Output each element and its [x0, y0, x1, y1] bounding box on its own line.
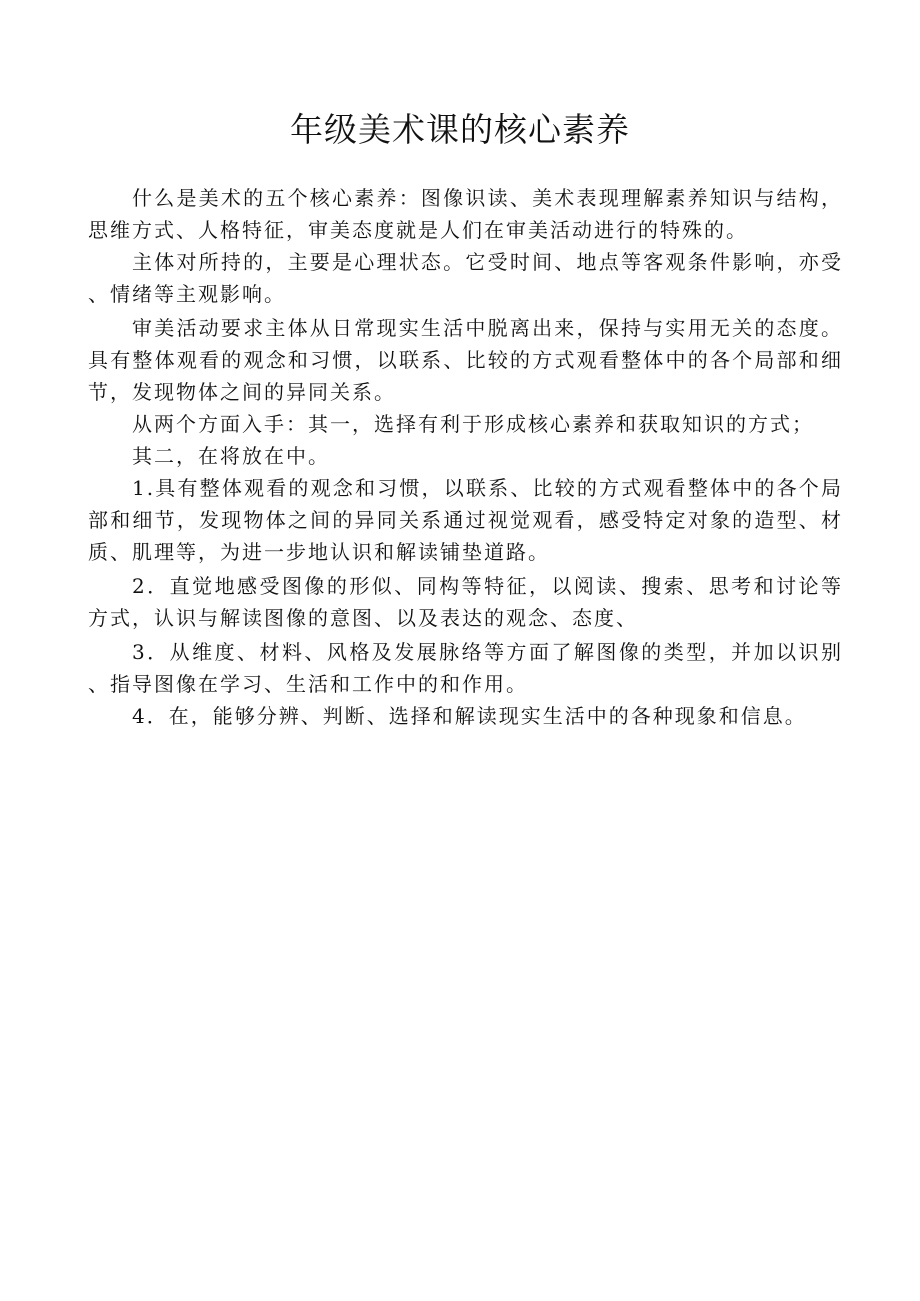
paragraph-2: 主体对所持的，主要是心理状态。它受时间、地点等客观条件影响，亦受、情绪等主观影响。 [88, 250, 843, 306]
paragraph-3: 审美活动要求主体从日常现实生活中脱离出来，保持与实用无关的态度。具有整体观看的观念和习惯，以联系、比较的方式观看整体中的各个局部和细节，发现物体之间的异同关系。 [88, 316, 843, 404]
list-item-3: 3．从维度、材料、风格及发展脉络等方面了解图像的类型，并加以识别、指导图像在学习、生活和工作中的和作用。 [88, 640, 843, 696]
paragraph-1: 什么是美术的五个核心素养：图像识读、美术表现理解素养知识与结构，思维方式、人格特征，审美态度就是人们在审美活动进行的特殊的。 [88, 186, 843, 242]
list-item-4: 4．在，能够分辨、判断、选择和解读现实生活中的各种现象和信息。 [132, 704, 807, 728]
list-item-1: 1.具有整体观看的观念和习惯，以联系、比较的方式观看整体中的各个局部和细节，发现物体之间的异同关系通过视觉观看，感受特定对象的造型、材质、肌理等，为进一步地认识和解读铺垫道路。 [88, 476, 843, 564]
paragraph-5: 其二，在将放在中。 [132, 444, 330, 468]
list-item-2: 2．直觉地感受图像的形似、同构等特征，以阅读、搜索、思考和讨论等方式，认识与解读图像的意图、以及表达的观念、态度、 [88, 574, 843, 630]
document-title: 年级美术课的核心素养 [290, 110, 630, 149]
paragraph-4: 从两个方面入手：其一，选择有利于形成核心素养和获取知识的方式； [132, 412, 814, 436]
document-body [88, 182, 843, 732]
